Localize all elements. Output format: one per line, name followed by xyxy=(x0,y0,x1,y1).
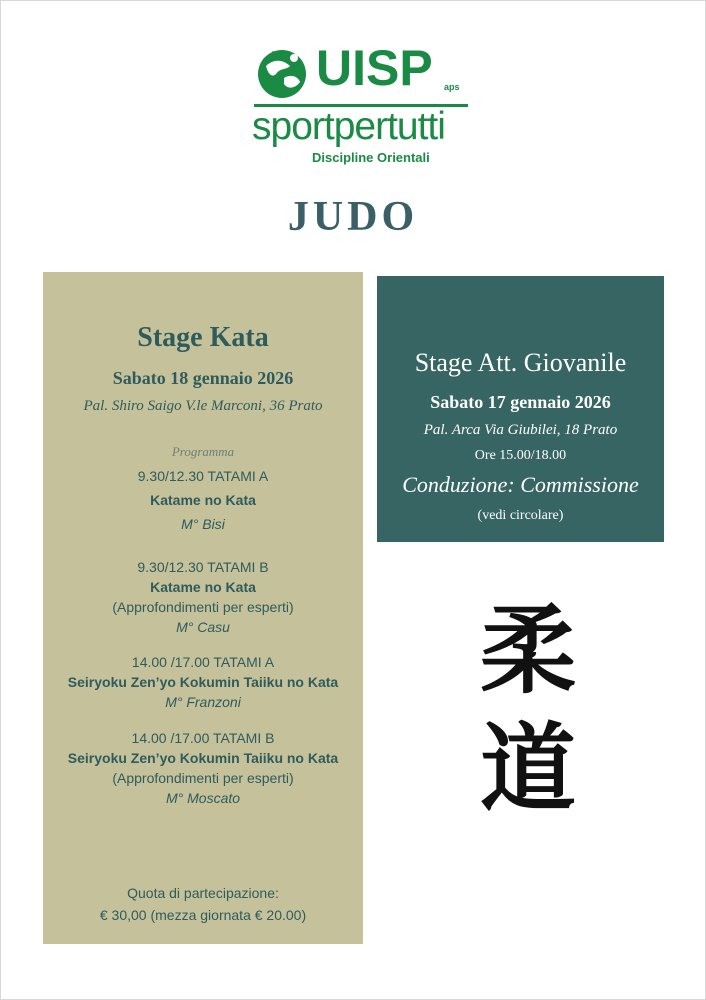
judo-kanji xyxy=(478,592,578,828)
session-name: Katame no Kata xyxy=(150,579,256,595)
session-time: 9.30/12.30 TATAMI A xyxy=(137,468,269,484)
logo-tagline: sportpertutti xyxy=(252,105,445,148)
session-master: M° Casu xyxy=(176,619,230,635)
giovanile-date: Sabato 17 gennaio 2026 xyxy=(430,392,611,412)
session-name: Seiryoku Zen’yo Kokumin Taiiku no Kata xyxy=(67,750,339,766)
giovanile-venue: Pal. Arca Via Giubilei, 18 Prato xyxy=(423,422,618,438)
giovanile-hours: Ore 15.00/18.00 xyxy=(474,448,567,463)
session-block xyxy=(43,466,363,534)
session-time: 14.00 /17.00 TATAMI A xyxy=(131,654,275,670)
session-master: M° Bisi xyxy=(181,516,225,532)
fee-value: € 30,00 (mezza giornata € 20.00) xyxy=(99,907,307,923)
fee-info xyxy=(43,882,363,926)
session-note: (Approfondimenti per esperti) xyxy=(112,599,294,615)
fee-label: Quota di partecipazione: xyxy=(127,885,279,901)
kanji-do: 道 xyxy=(480,713,576,825)
logo-subtitle: Discipline Orientali xyxy=(312,150,430,165)
session-block xyxy=(43,728,363,808)
giovanile-conduction: Conduzione: Commissione xyxy=(402,472,639,497)
session-block xyxy=(43,557,363,637)
logo-brand: UISP xyxy=(316,40,433,96)
giovanile-note: (vedi circolare) xyxy=(477,508,564,523)
globe-runner-icon xyxy=(254,44,310,100)
session-name: Seiryoku Zen’yo Kokumin Taiiku no Kata xyxy=(67,674,339,690)
stage-giovanile-panel xyxy=(377,276,664,542)
uisp-logo xyxy=(250,40,472,170)
kata-date: Sabato 18 gennaio 2026 xyxy=(112,368,294,388)
session-time: 14.00 /17.00 TATAMI B xyxy=(131,730,275,746)
page-title: JUDO xyxy=(287,194,419,240)
kanji-ju: 柔 xyxy=(480,595,576,707)
kata-heading: Stage Kata xyxy=(137,322,269,353)
stage-kata-panel xyxy=(43,272,363,944)
session-time: 9.30/12.30 TATAMI B xyxy=(137,559,269,575)
globe-caption: UISP xyxy=(272,51,289,58)
session-note: (Approfondimenti per esperti) xyxy=(112,770,294,786)
session-name: Katame no Kata xyxy=(150,492,256,508)
session-block xyxy=(43,652,363,712)
kata-venue: Pal. Shiro Saigo V.le Marconi, 36 Prato xyxy=(83,398,323,414)
giovanile-heading: Stage Att. Giovanile xyxy=(414,348,627,377)
session-master: M° Moscato xyxy=(165,790,241,806)
session-master: M° Franzoni xyxy=(165,694,241,710)
program-label: Programma xyxy=(171,444,235,459)
logo-aps: aps xyxy=(444,82,460,92)
